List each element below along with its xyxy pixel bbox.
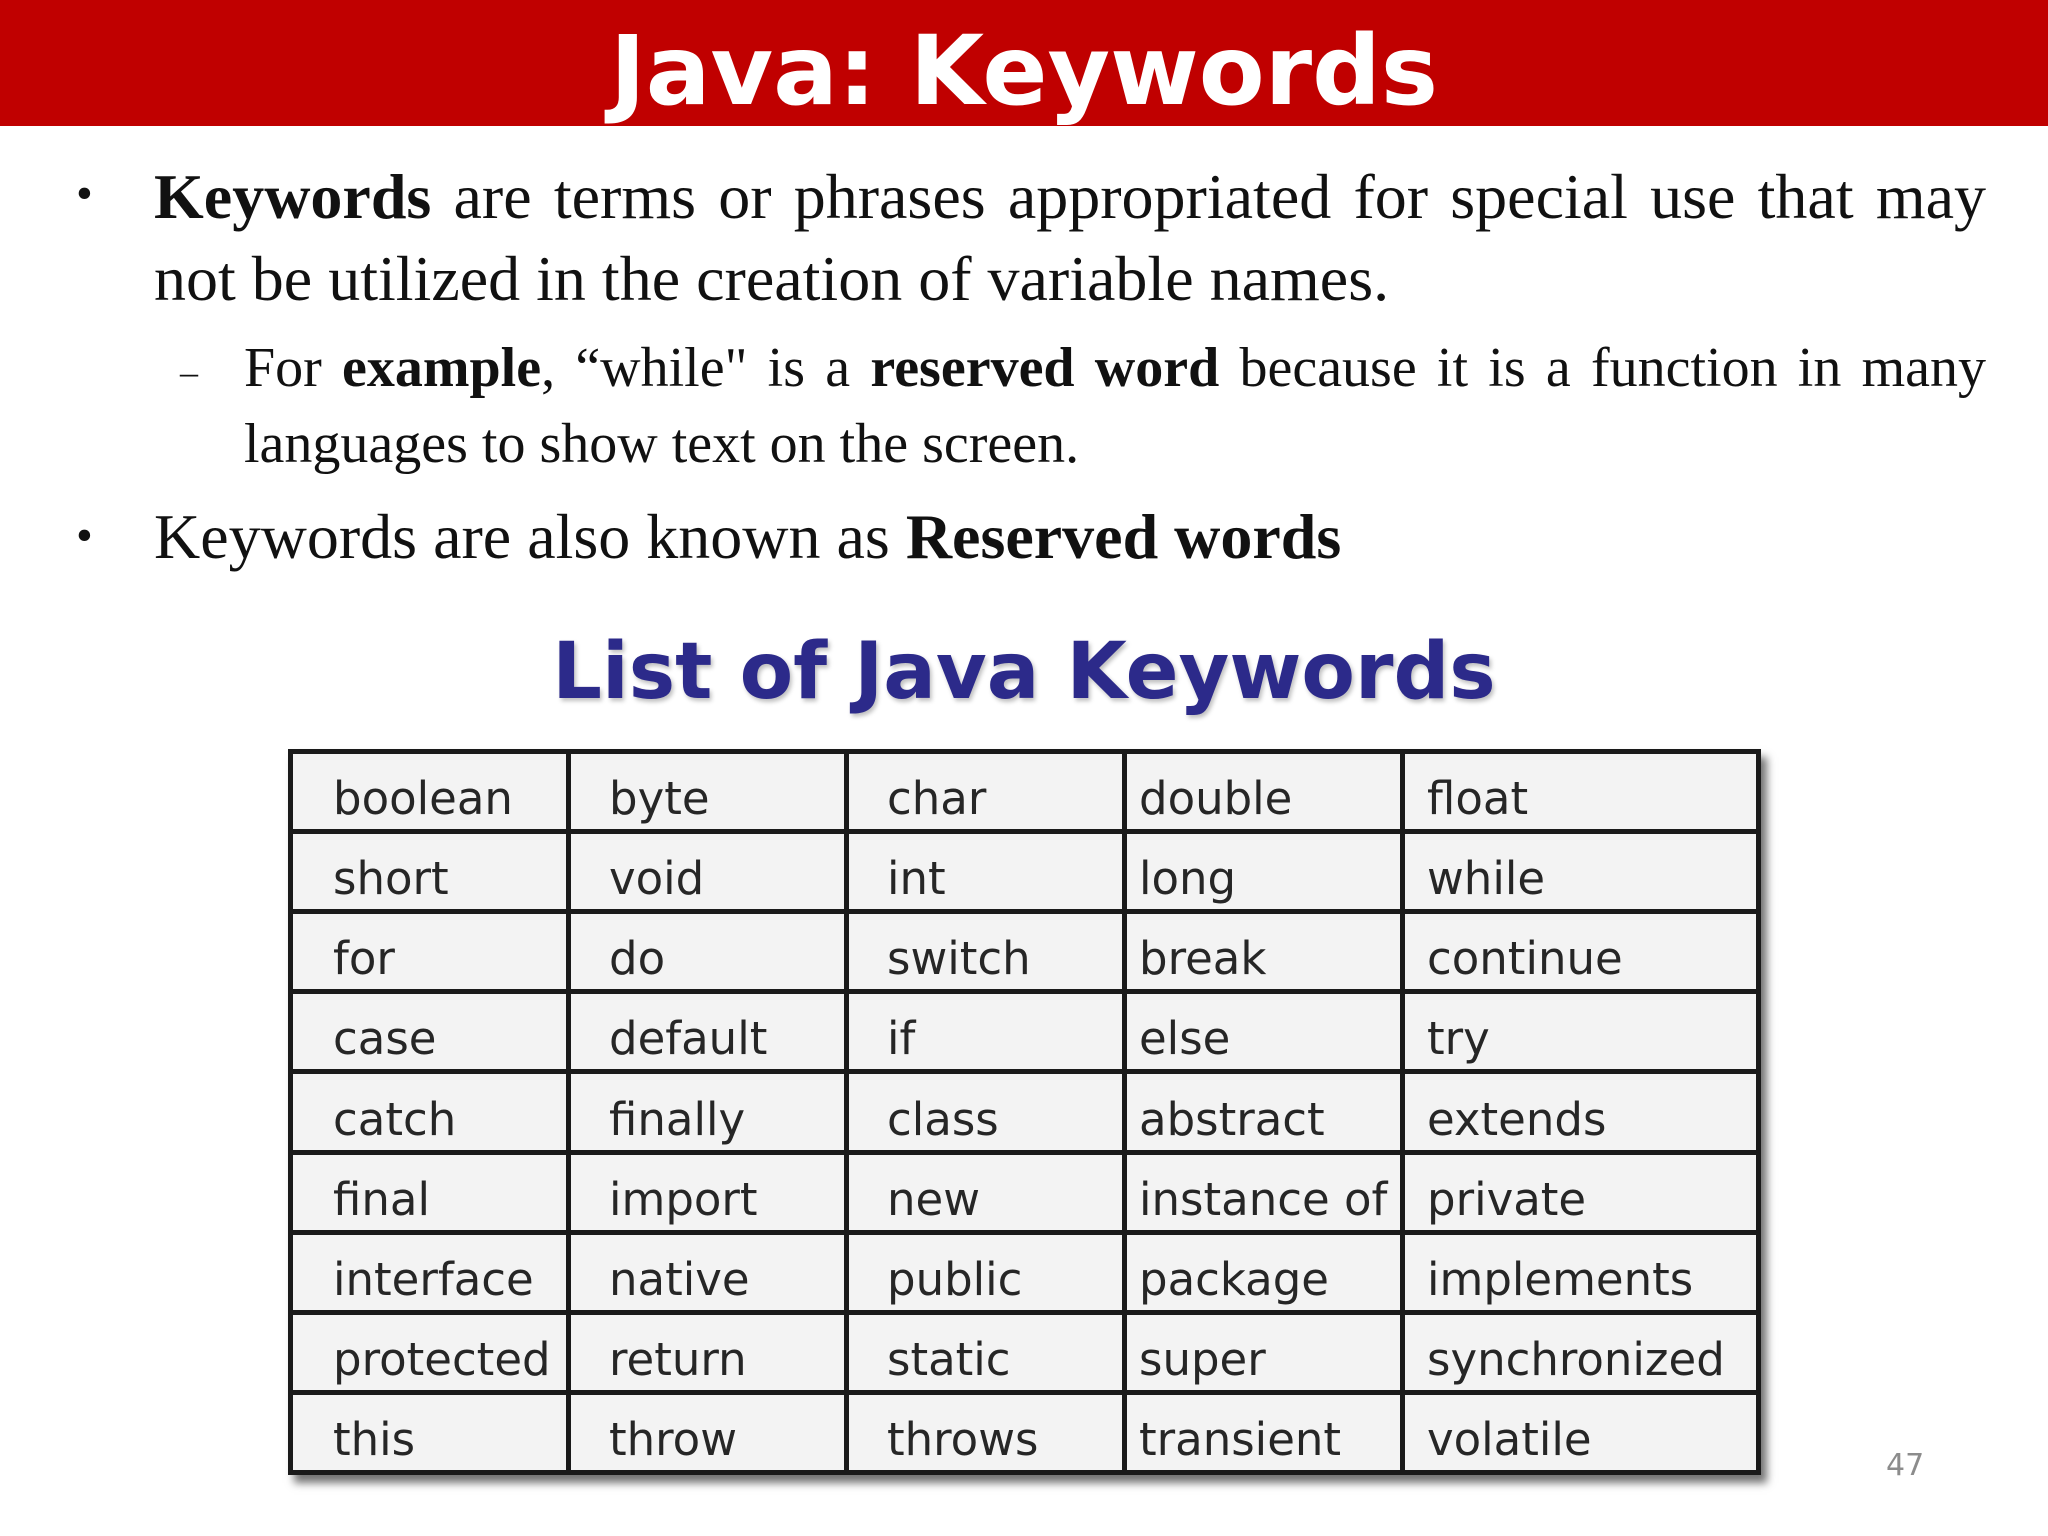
keyword-cell: new — [847, 1152, 1125, 1232]
keyword-cell: public — [847, 1232, 1125, 1312]
page-number: 47 — [1886, 1448, 1925, 1483]
keyword-cell: do — [569, 912, 847, 992]
bullet-2-bold-tail: Reserved words — [905, 501, 1342, 572]
keyword-cell: default — [569, 992, 847, 1072]
table-row — [291, 832, 1759, 912]
keyword-cell: final — [291, 1152, 569, 1232]
keyword-cell: instance of — [1125, 1152, 1403, 1232]
keyword-cell: int — [847, 832, 1125, 912]
keyword-cell: return — [569, 1312, 847, 1392]
sub-bullet-bold-example: example — [342, 337, 542, 399]
table-row — [291, 912, 1759, 992]
keyword-cell: class — [847, 1072, 1125, 1152]
keyword-cell: protected — [291, 1312, 569, 1392]
keyword-cell: case — [291, 992, 569, 1072]
keyword-cell: static — [847, 1312, 1125, 1392]
keyword-cell: volatile — [1403, 1392, 1759, 1472]
table-row — [291, 1152, 1759, 1232]
keyword-cell: long — [1125, 832, 1403, 912]
table-row — [291, 1232, 1759, 1312]
table-row — [291, 1312, 1759, 1392]
table-row — [291, 992, 1759, 1072]
keyword-cell: finally — [569, 1072, 847, 1152]
keyword-cell: continue — [1403, 912, 1759, 992]
keyword-cell: short — [291, 832, 569, 912]
keyword-cell: else — [1125, 992, 1403, 1072]
keyword-cell: void — [569, 832, 847, 912]
keyword-cell: try — [1403, 992, 1759, 1072]
bullet-1-text — [154, 156, 1986, 320]
keyword-cell: extends — [1403, 1072, 1759, 1152]
keyword-cell: if — [847, 992, 1125, 1072]
keyword-cell: float — [1403, 752, 1759, 832]
keyword-cell: abstract — [1125, 1072, 1403, 1152]
table-row — [291, 1392, 1759, 1472]
keyword-table — [288, 749, 1761, 1475]
keyword-cell: this — [291, 1392, 569, 1472]
bullet-2-text — [154, 496, 1986, 578]
keyword-cell: transient — [1125, 1392, 1403, 1472]
sub-bullet-part-1: For — [244, 337, 343, 399]
bullet-icon: • — [76, 509, 93, 562]
keyword-cell: native — [569, 1232, 847, 1312]
bullet-icon: • — [76, 167, 93, 220]
keyword-cell: for — [291, 912, 569, 992]
keyword-cell: break — [1125, 912, 1403, 992]
keyword-cell: while — [1403, 832, 1759, 912]
keyword-list-title: List of Java Keywords — [552, 627, 1496, 717]
keyword-cell: interface — [291, 1232, 569, 1312]
sub-bullet-part-3: because it is a function in many languages to show text on the screen. — [244, 337, 1986, 475]
keyword-cell: catch — [291, 1072, 569, 1152]
sub-bullet-part-2: , “while" is a — [541, 337, 871, 399]
keyword-cell: private — [1403, 1152, 1759, 1232]
keyword-cell: implements — [1403, 1232, 1759, 1312]
keyword-cell: byte — [569, 752, 847, 832]
keyword-cell: throws — [847, 1392, 1125, 1472]
sub-bullet-bold-reserved-word: reserved word — [870, 337, 1220, 399]
sub-bullet-text — [244, 330, 1986, 482]
keyword-cell: super — [1125, 1312, 1403, 1392]
table-row — [291, 1072, 1759, 1152]
keyword-cell: switch — [847, 912, 1125, 992]
keyword-table-body — [291, 752, 1759, 1473]
keyword-cell: import — [569, 1152, 847, 1232]
keyword-cell: double — [1125, 752, 1403, 832]
bullet-1-body: are terms or phrases appropriated for special use that may not be utilized in the creation of variable names. — [154, 161, 1986, 314]
slide-title: Java: Keywords — [610, 15, 1438, 127]
keyword-cell: package — [1125, 1232, 1403, 1312]
dash-icon: – — [180, 352, 198, 392]
bullet-1-bold-lead: Keywords — [154, 161, 432, 232]
bullet-2-body: Keywords are also known as — [154, 501, 906, 572]
keyword-cell: synchronized — [1403, 1312, 1759, 1392]
table-row — [291, 752, 1759, 832]
keyword-cell: throw — [569, 1392, 847, 1472]
keyword-cell: char — [847, 752, 1125, 832]
keyword-cell: boolean — [291, 752, 569, 832]
